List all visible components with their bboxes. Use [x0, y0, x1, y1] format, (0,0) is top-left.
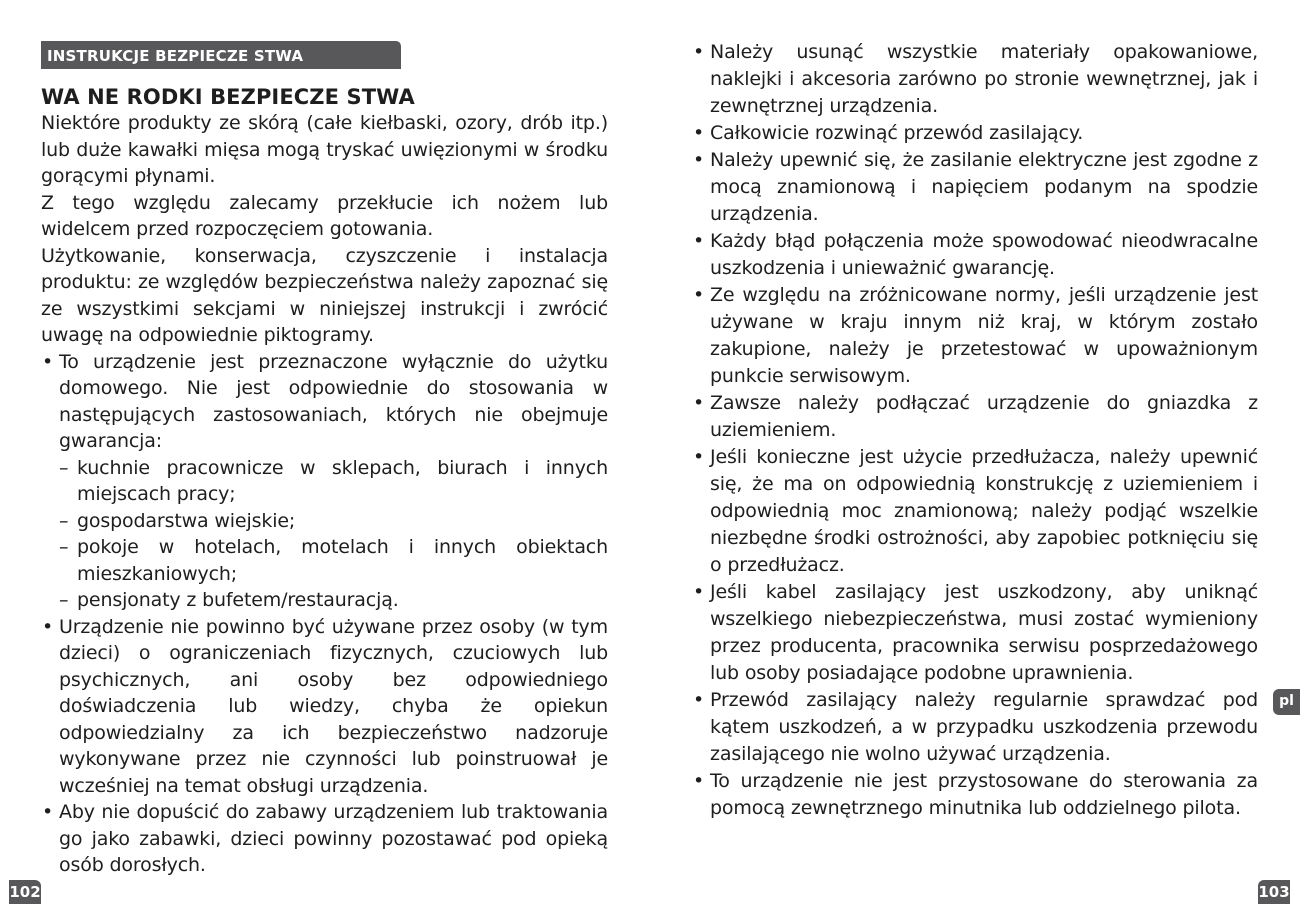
left-column: [41, 41, 608, 879]
bullet-item: • Ze względu na zróżnicowane normy, jeśli urządzenie jest używane w kraju innym niż kraj, w którym zostało zakupione, należy je przetestować w upoważnionym punkcie serwisowym.: [692, 282, 1258, 390]
right-bullet-list: [692, 39, 1258, 822]
bullet-item: • Całkowicie rozwinąć przewód zasilający.: [692, 120, 1258, 147]
right-column: [692, 39, 1258, 822]
bullet-item: [41, 349, 608, 614]
bullet-item: • Przewód zasilający należy regularnie sprawdzać pod kątem uszkodzeń, a w przypadku uszkodzenia przewodu zasilającego nie wolno używać urządzenia.: [692, 687, 1258, 768]
bullet-item: • Aby nie dopuścić do zabawy urządzeniem lub traktowania go jako zabawki, dzieci powinny pozostawać pod opieką osób dorosłych.: [41, 799, 608, 879]
bullet-item: • Każdy błąd połączenia może spowodować nieodwracalne uszkodzenia i unieważnić gwarancję.: [692, 228, 1258, 282]
dash-item: – pokoje w hotelach, motelach i innych obiektach mieszkaniowych;: [59, 534, 608, 587]
left-body-text: [41, 110, 608, 879]
bullet-item: • Jeśli konieczne jest użycie przedłużacza, należy upewnić się, że ma on odpowiednią konstrukcję z uziemieniem i odpowiednią moc znamionową; należy podjąć wszelkie niezbędne środki ostrożności, aby zapobiec potknięciu się o przedłużacz.: [692, 444, 1258, 579]
left-bullet-list: [41, 349, 608, 879]
dash-item: – gospodarstwa wiejskie;: [59, 508, 608, 535]
bullet-item: • Urządzenie nie powinno być używane przez osoby (w tym dzieci) o ograniczeniach fizycznych, czuciowych lub psychicznych, ani osoby bez odpowiedniego doświadczenia lub wiedzy, chyba że opiekun odpowiedzialny za ich bezpieczeństwo nadzoruje wykonywane przez nie czynności lub poinstruował je wcześniej na temat obsługi urządzenia.: [41, 614, 608, 800]
bullet-item: • To urządzenie nie jest przystosowane do sterowania za pomocą zewnętrznego minutnika lub oddzielnego pilota.: [692, 768, 1258, 822]
paragraph: Użytkowanie, konserwacja, czyszczenie i instalacja produktu: ze względów bezpieczeństwa należy zapoznać się ze wszystkimi sekcjami w niniejszej instrukcji i zwrócić uwagę na odpowiednie piktogramy.: [41, 244, 608, 346]
paragraph: Niektóre produkty ze skórą (całe kiełbaski, ozory, drób itp.) lub duże kawałki mięsa mogą tryskać uwięzionymi w środku gorącymi płynami.: [41, 112, 608, 187]
bullet-item: • Zawsze należy podłączać urządzenie do gniazdka z uziemieniem.: [692, 390, 1258, 444]
dash-item: – kuchnie pracownicze w sklepach, biurach i innych miejscach pracy;: [59, 455, 608, 508]
paragraph: Z tego względu zalecamy przekłucie ich nożem lub widelcem przed rozpoczęciem gotowania.: [41, 191, 608, 240]
bullet-item: • Należy usunąć wszystkie materiały opakowaniowe, naklejki i akcesoria zarówno po stronie wewnętrznej, jak i zewnętrznej urządzenia.: [692, 39, 1258, 120]
bullet-text: To urządzenie jest przeznaczone wyłącznie do użytku domowego. Nie jest odpowiednie do stosowania w następujących zastosowaniach, których nie obejmuje gwarancja:: [59, 350, 608, 452]
bullet-item: • Jeśli kabel zasilający jest uszkodzony, aby uniknąć wszelkiego niebezpieczeństwa, musi zostać wymieniony przez producenta, pracownika serwisu posprzedażowego lub osoby posiadające podobne uprawnienia.: [692, 579, 1258, 687]
page-number-left: 102: [9, 880, 41, 904]
page-number-right: 103: [1258, 880, 1290, 904]
language-tab: pl: [1273, 689, 1300, 715]
dash-sublist: [59, 455, 608, 614]
section-heading: WA NE RODKI BEZPIECZE STWA: [41, 85, 415, 109]
section-title-bar: INSTRUKCJE BEZPIECZE STWA: [41, 41, 401, 69]
dash-item: – pensjonaty z bufetem/restauracją.: [59, 587, 608, 614]
right-page: [650, 0, 1300, 922]
bullet-item: • Należy upewnić się, że zasilanie elektryczne jest zgodne z mocą znamionową i napięciem podanym na spodzie urządzenia.: [692, 147, 1258, 228]
